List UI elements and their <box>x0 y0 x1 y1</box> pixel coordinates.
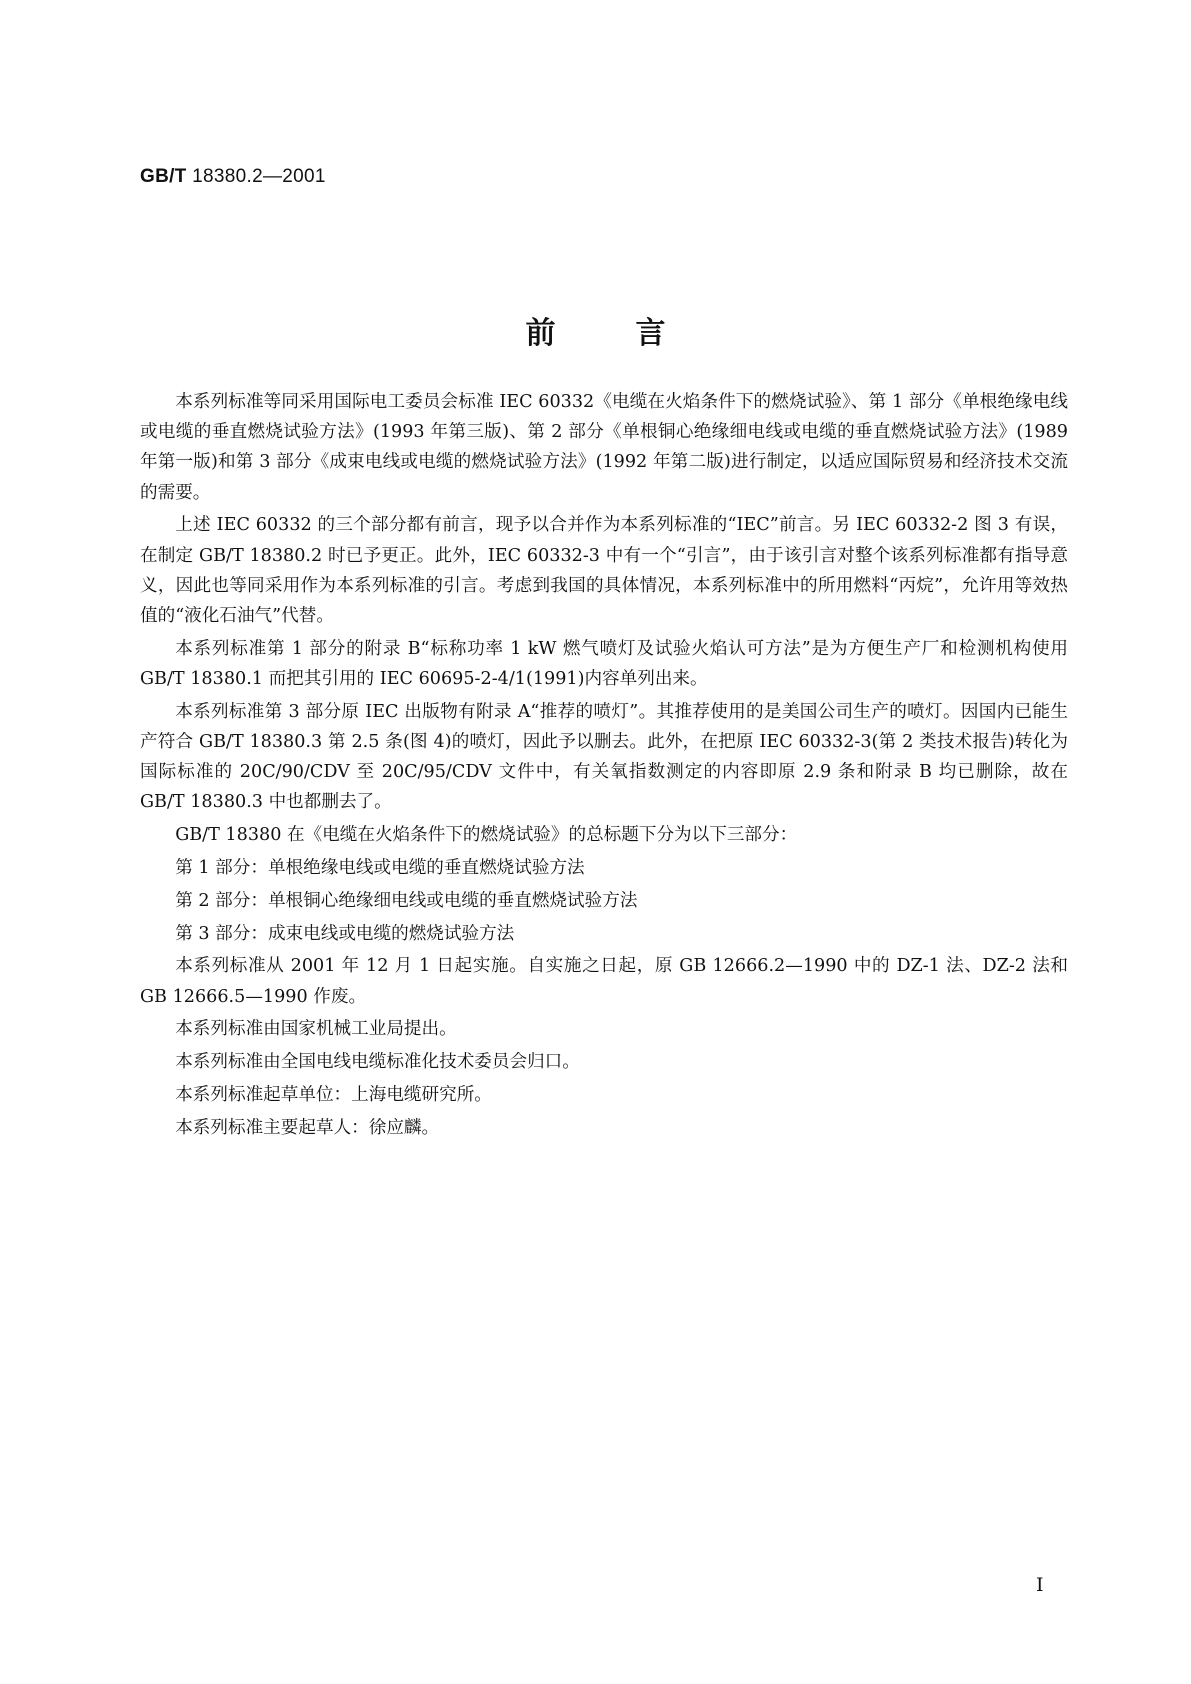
paragraph-3: 本系列标准第 1 部分的附录 B“标称功率 1 kW 燃气喷灯及试验火焰认可方法”是为方便生产厂和检测机构使用 GB/T 18380.1 而把其引用的 IEC 60695-2-4/1(1991)内容单列出来。 <box>140 638 1068 690</box>
paragraph-1: 本系列标准等同采用国际电工委员会标准 IEC 60332《电缆在火焰条件下的燃烧试验》、第 1 部分《单根绝缘电线或电缆的垂直燃烧试验方法》(1993 年第三版)、第 2 部分《单根铜心绝缘细电线或电缆的垂直燃烧试验方法》(1989 年第一版)和第 3 部分《成束电线或电缆的燃烧试验方法》(1992 年第二版)进行制定，以适应国际贸易和经济技术交流的需要。 <box>140 392 1068 503</box>
paragraph-drafting-unit: 本系列标准起草单位：上海电缆研究所。 <box>175 1085 492 1105</box>
part-list-item-3: 第 3 部分：成束电线或电缆的燃烧试验方法 <box>175 923 515 944</box>
document-code <box>140 166 326 188</box>
paragraph-drafter: 本系列标准主要起草人：徐应麟。 <box>175 1117 440 1138</box>
paragraph-implementation: 本系列标准从 2001 年 12 月 1 日起实施。自实施之日起，原 GB 12666.2—1990 中的 DZ-1 法、DZ-2 法和 GB 12666.5—1990 作废。 <box>140 956 1068 1007</box>
page-number: I <box>1036 1574 1044 1596</box>
paragraph-administered-by: 本系列标准由全国电线电缆标准化技术委员会归口。 <box>175 1052 580 1073</box>
document-code-prefix: GB/T <box>140 166 187 187</box>
document-code-number: 18380.2—2001 <box>186 166 326 187</box>
page-title: 前言 <box>525 316 746 351</box>
paragraph-4: 本系列标准第 3 部分原 IEC 出版物有附录 A“推荐的喷灯”。其推荐使用的是美国公司生产的喷灯。因国内已能生产符合 GB/T 18380.3 第 2.5 条(图 4)的喷灯，因此予以删去。此外，在把原 IEC 60332-3(第 2 类技术报告)转化为国际标准的 20C/90/CDV 至 20C/95/CDV 文件中，有关氧指数测定的内容即原 2.9 条和附录 B 均已删除，故在 GB/T 18380.3 中也都删去了。 <box>140 701 1068 813</box>
paragraph-proposed-by: 本系列标准由国家机械工业局提出。 <box>175 1019 457 1040</box>
foreword-body <box>140 387 1068 1146</box>
part-list-item-2: 第 2 部分：单根铜心绝缘细电线或电缆的垂直燃烧试验方法 <box>175 890 638 911</box>
part-list-item-1: 第 1 部分：单根绝缘电线或电缆的垂直燃烧试验方法 <box>175 858 585 879</box>
paragraph-5: GB/T 18380 在《电缆在火焰条件下的燃烧试验》的总标题下分为以下三部分： <box>175 825 798 846</box>
paragraph-2: 上述 IEC 60332 的三个部分都有前言，现予以合并作为本系列标准的“IEC”前言。另 IEC 60332-2 图 3 有误，在制定 GB/T 18380.2 时已予更正。此外，IEC 60332-3 中有一个“引言”，由于该引言对整个该系列标准都有指导意义，因此也等同采用作为本系列标准的引言。考虑到我国的具体情况，本系列标准中的所用燃料“丙烷”，允许用等效热值的“液化石油气”代替。 <box>140 515 1068 627</box>
